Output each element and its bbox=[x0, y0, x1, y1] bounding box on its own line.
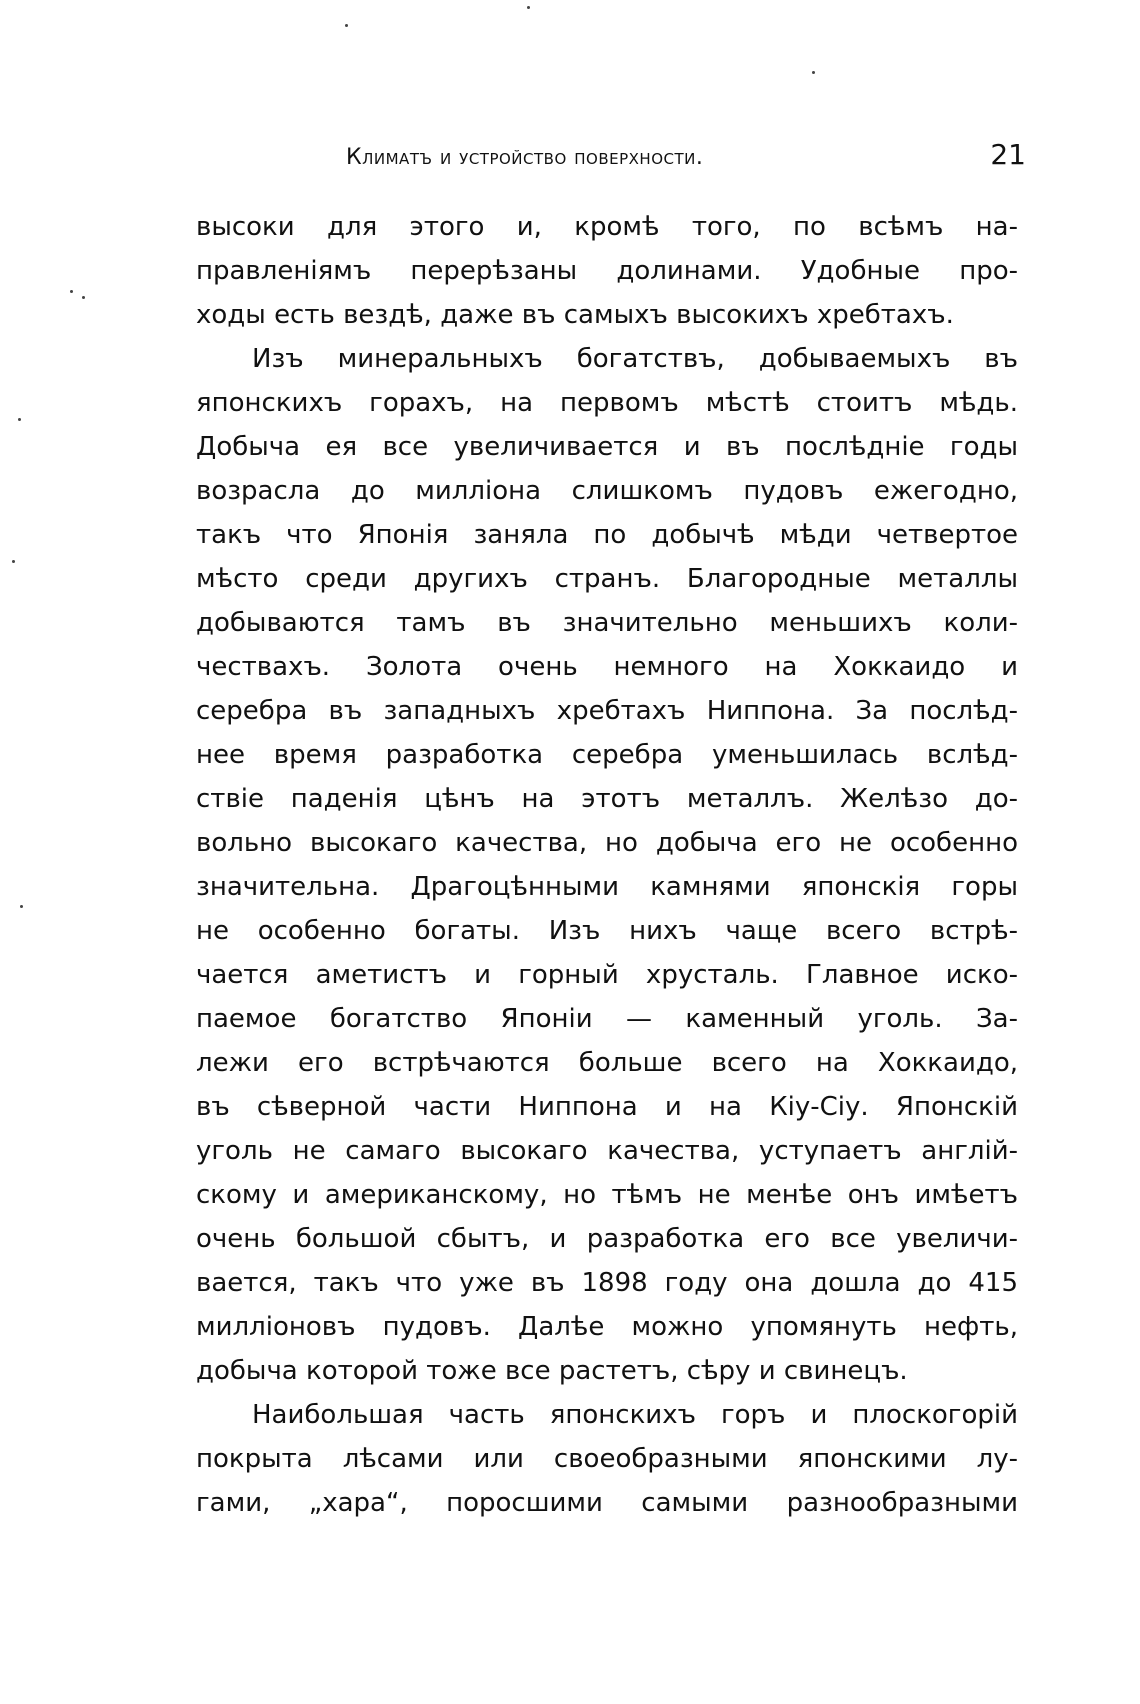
scan-speck bbox=[12, 560, 15, 563]
running-header bbox=[196, 138, 1026, 178]
text-line: уголь не самаго высокаго качества, уступаетъ англій- bbox=[196, 1136, 1018, 1166]
text-line: очень большой сбытъ, и разработка его все увеличи- bbox=[196, 1224, 1018, 1254]
scan-speck bbox=[70, 290, 73, 293]
paragraph-start-line: Наибольшая часть японскихъ горъ и плоскогорій bbox=[252, 1400, 1018, 1430]
text-line: Добыча ея все увеличивается и въ послѣдніе годы bbox=[196, 432, 1018, 462]
text-line: нее время разработка серебра уменьшилась вслѣд- bbox=[196, 740, 1018, 770]
text-line: покрыта лѣсами или своеобразными японскими лу- bbox=[196, 1444, 1018, 1474]
running-title: Климатъ и устройство поверхности. bbox=[346, 145, 704, 170]
text-line: значительна. Драгоцѣнными камнями японскія горы bbox=[196, 872, 1018, 902]
page-number: 21 bbox=[990, 138, 1026, 171]
text-line: добываются тамъ въ значительно меньшихъ коли- bbox=[196, 608, 1018, 638]
text-line: вается, такъ что уже въ 1898 году она дошла до 415 bbox=[196, 1268, 1018, 1298]
text-line: лежи его встрѣчаются больше всего на Хоккаидо, bbox=[196, 1048, 1018, 1078]
text-line: возрасла до милліона слишкомъ пудовъ ежегодно, bbox=[196, 476, 1018, 506]
scan-speck bbox=[82, 296, 85, 299]
text-line: ходы есть вездѣ, даже въ самыхъ высокихъ хребтахъ. bbox=[196, 300, 954, 330]
body-text bbox=[196, 205, 1018, 1525]
text-line: милліоновъ пудовъ. Далѣе можно упомянуть нефть, bbox=[196, 1312, 1018, 1342]
text-line: паемое богатство Японіи — каменный уголь. За- bbox=[196, 1004, 1018, 1034]
paragraph-start-line: Изъ минеральныхъ богатствъ, добываемыхъ въ bbox=[252, 344, 1018, 374]
scan-speck bbox=[812, 71, 815, 74]
text-line: мѣсто среди другихъ странъ. Благородные металлы bbox=[196, 564, 1018, 594]
scan-speck bbox=[18, 418, 21, 421]
text-line: такъ что Японія заняла по добычѣ мѣди четвертое bbox=[196, 520, 1018, 550]
text-line: чествахъ. Золота очень немного на Хоккаидо и bbox=[196, 652, 1018, 682]
text-line: правленіямъ перерѣзаны долинами. Удобные про- bbox=[196, 256, 1018, 286]
text-line: не особенно богаты. Изъ нихъ чаще всего встрѣ- bbox=[196, 916, 1018, 946]
text-line: чается аметистъ и горный хрусталь. Главное иско- bbox=[196, 960, 1018, 990]
scan-speck bbox=[20, 905, 23, 908]
scan-speck bbox=[345, 24, 348, 27]
text-line: гами, „хара“, поросшими самыми разнообразными bbox=[196, 1488, 1018, 1518]
text-line: скому и американскому, но тѣмъ не менѣе онъ имѣетъ bbox=[196, 1180, 1018, 1210]
text-line: серебра въ западныхъ хребтахъ Ниппона. За послѣд- bbox=[196, 696, 1018, 726]
text-line: японскихъ горахъ, на первомъ мѣстѣ стоитъ мѣдь. bbox=[196, 388, 1018, 418]
text-line: вольно высокаго качества, но добыча его не особенно bbox=[196, 828, 1018, 858]
text-line: высоки для этого и, кромѣ того, по всѣмъ на- bbox=[196, 212, 1018, 242]
scan-speck bbox=[527, 6, 530, 9]
text-line: въ сѣверной части Ниппона и на Кіу-Сіу. Японскій bbox=[196, 1092, 1018, 1122]
text-line: ствіе паденія цѣнъ на этотъ металлъ. Желѣзо до- bbox=[196, 784, 1018, 814]
text-line: добыча которой тоже все растетъ, сѣру и свинецъ. bbox=[196, 1356, 908, 1386]
